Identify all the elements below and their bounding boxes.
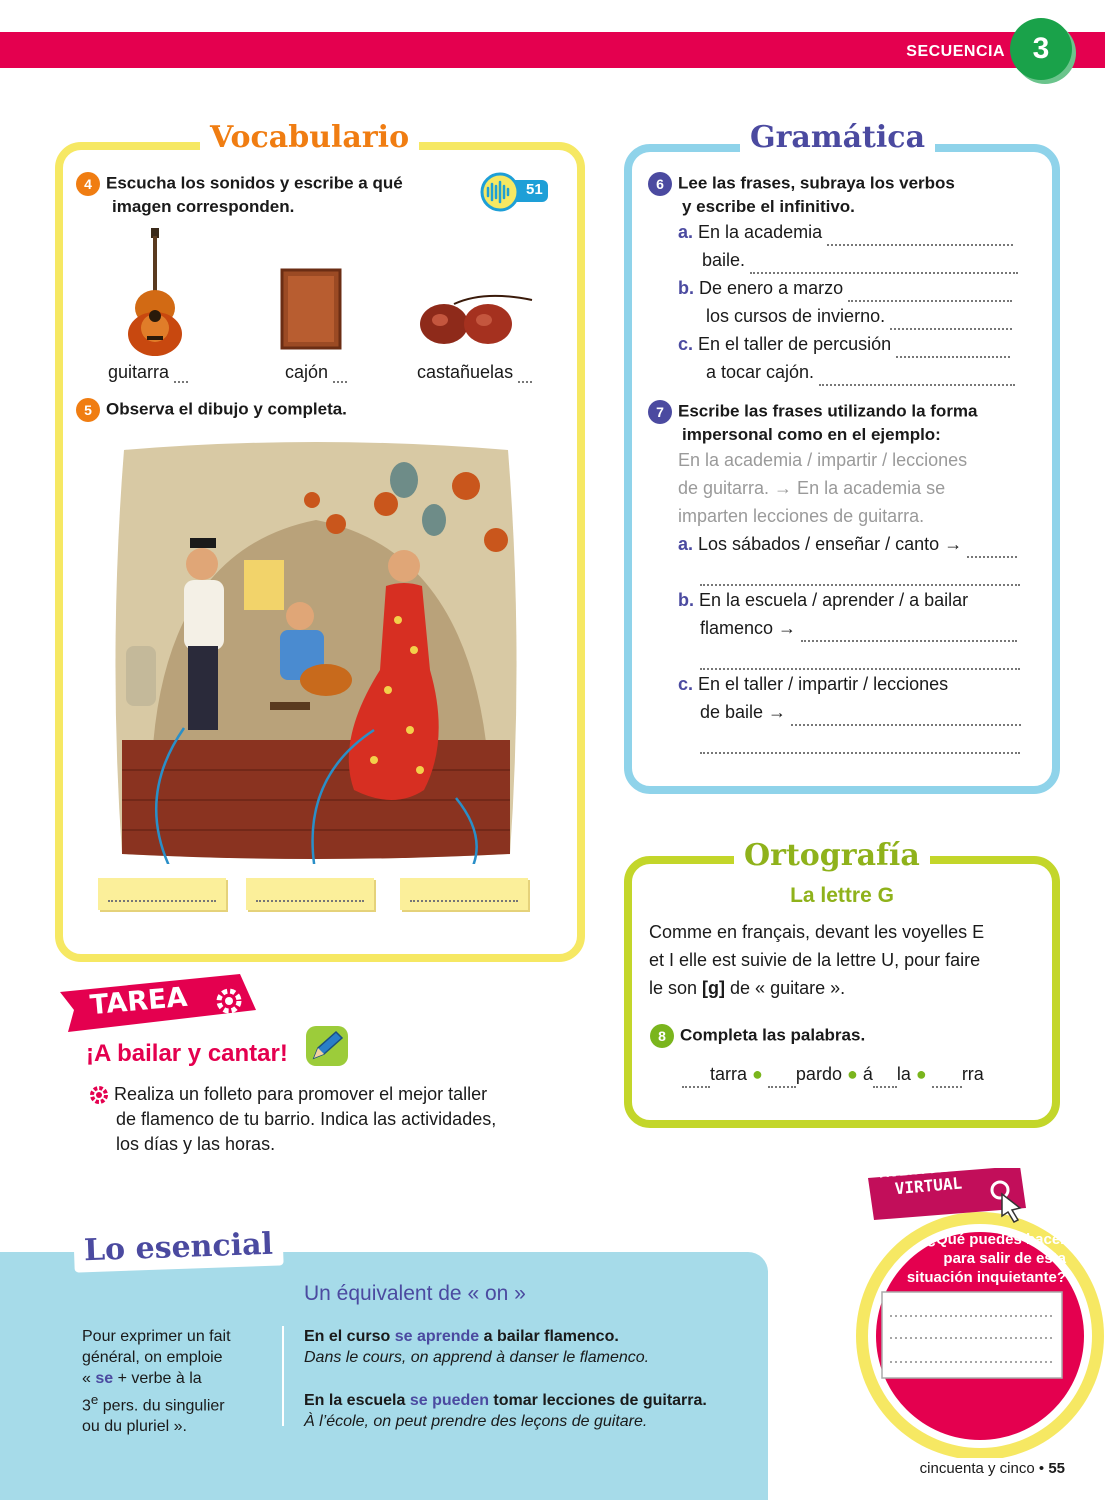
lo-esencial-rule: Pour exprimer un fait général, on emploie « se + verbe à la 3e pers. du singulier ou du pluriel ». <box>82 1328 231 1436</box>
answer-blank[interactable] <box>848 282 1012 302</box>
answer-blank[interactable] <box>896 338 1010 358</box>
ortografia-subtitle: La lettre G <box>790 884 894 907</box>
exercise-7-instruction: 7 Escribe las frases utilizando la forma impersonal como en el ejemplo: <box>648 400 1038 446</box>
answer-blank[interactable] <box>932 1068 962 1088</box>
tarea-banner-label: TAREA <box>88 981 189 1022</box>
cajon-image <box>278 266 344 352</box>
exercise-number: 7 <box>648 400 672 424</box>
answer-blank[interactable] <box>682 1068 710 1088</box>
ortografia-title: Ortografía <box>734 838 930 873</box>
exercise-number: 8 <box>650 1024 674 1048</box>
exercise-number: 4 <box>76 172 100 196</box>
answer-blank[interactable] <box>700 566 1020 586</box>
ex6-item-b: b. De enero a marzo <box>678 274 1024 302</box>
vocabulario-title: Vocabulario <box>200 120 419 155</box>
lo-esencial-examples: En el curso se aprende a bailar flamenco. Dans le cours, on apprend à danser le flamenco. En la escuela se pueden tomar lecciones de guitarra. À l’école, on peut prendre des leçons de guitare. <box>304 1328 707 1430</box>
castanets-image <box>414 290 538 350</box>
sequence-label: SECUENCIA <box>906 43 1005 60</box>
answer-blank[interactable] <box>700 734 1020 754</box>
ex6-item-a: a. En la academia <box>678 218 1024 246</box>
answer-label-3[interactable] <box>400 878 528 910</box>
answer-blank[interactable] <box>791 706 1021 726</box>
exercise-8-words: tarra ● pardo ● á la ● rra <box>682 1060 984 1088</box>
exercise-8-instruction: 8 Completa las palabras. <box>650 1024 865 1048</box>
aventura-question: ¿Qué puedes hacer para salir de esta situación inquietante? <box>906 1231 1066 1286</box>
aventura-virtual-panel <box>830 1168 1105 1458</box>
exercise-6-items: a. En la academia baile. b. De enero a marzo los cursos de invierno. c. En el taller de percusión a tocar cajón. <box>678 218 1024 386</box>
answer-blank[interactable] <box>827 226 1013 246</box>
guitar-image <box>120 228 190 356</box>
aventura-badge-label: AVENTURA VIRTUAL <box>878 1155 963 1199</box>
sequence-number-badge: 3 <box>1010 18 1072 80</box>
audio-track-number: 51 <box>526 181 543 198</box>
vocab-word-guitarra: guitarra <box>108 362 188 383</box>
answer-blank[interactable] <box>819 366 1015 386</box>
ex7-example: En la academia / impartir / lecciones de guitarra. → En la academia se imparten lecciones de guitarra. <box>678 450 968 526</box>
exercise-5-instruction: 5 Observa el dibujo y completa. <box>76 398 347 422</box>
page-footer: cincuenta y cinco • 55 <box>919 1460 1065 1477</box>
ex7-item-c: c. En el taller / impartir / lecciones <box>678 674 949 694</box>
answer-blank[interactable] <box>700 650 1020 670</box>
exercise-7-content: En la academia / impartir / lecciones de guitarra. → En la academia se imparten lecciones de guitarra. a. Los sábados / enseñar / canto → b. En la escuela / aprender / a bailar flamenco → c. En el taller / impartir / lecciones de baile → <box>678 446 1028 754</box>
ortografia-rule-text: Comme en français, devant les voyelles E et I elle est suivie de la lettre U, pour faire le son [g] de « guitare ». <box>649 922 985 998</box>
flamenco-illustration <box>104 440 528 864</box>
pencil-icon <box>304 1024 350 1068</box>
answer-blank[interactable] <box>890 310 1012 330</box>
vocab-word-cajon: cajón <box>285 362 347 383</box>
ex7-item-a: a. Los sábados / enseñar / canto → <box>678 530 1028 558</box>
tarea-text: Realiza un folleto para promover el mejor taller de flamenco de tu barrio. Indica las actividades, los días y las horas. <box>114 1084 497 1154</box>
gear-icon <box>212 984 246 1018</box>
vocab-word-castanuelas: castañuelas <box>417 362 532 383</box>
exercise-6-instruction: 6 Lee las frases, subraya los verbos y escribe el infinitivo. <box>648 172 1028 218</box>
tarea-subtitle: ¡A bailar y cantar! <box>86 1040 288 1067</box>
answer-blank[interactable] <box>750 254 1018 274</box>
exercise-number: 6 <box>648 172 672 196</box>
answer-blank[interactable] <box>768 1068 796 1088</box>
answer-blank[interactable] <box>873 1068 897 1088</box>
ex7-item-b: b. En la escuela / aprender / a bailar <box>678 590 969 610</box>
answer-label-2[interactable] <box>246 878 374 910</box>
exercise-number: 5 <box>76 398 100 422</box>
lo-esencial-title: Lo esencial <box>73 1224 283 1272</box>
answer-blank[interactable] <box>967 538 1017 558</box>
divider <box>282 1326 284 1426</box>
gramatica-title: Gramática <box>740 120 935 155</box>
answer-blank[interactable] <box>801 622 1017 642</box>
lo-esencial-heading: Un équivalent de « on » <box>304 1282 526 1305</box>
answer-label-1[interactable] <box>98 878 226 910</box>
exercise-4-instruction: 4 Escucha los sonidos y escribe a qué imagen corresponden. <box>76 172 476 218</box>
ex6-item-c: c. En el taller de percusión <box>678 330 1024 358</box>
